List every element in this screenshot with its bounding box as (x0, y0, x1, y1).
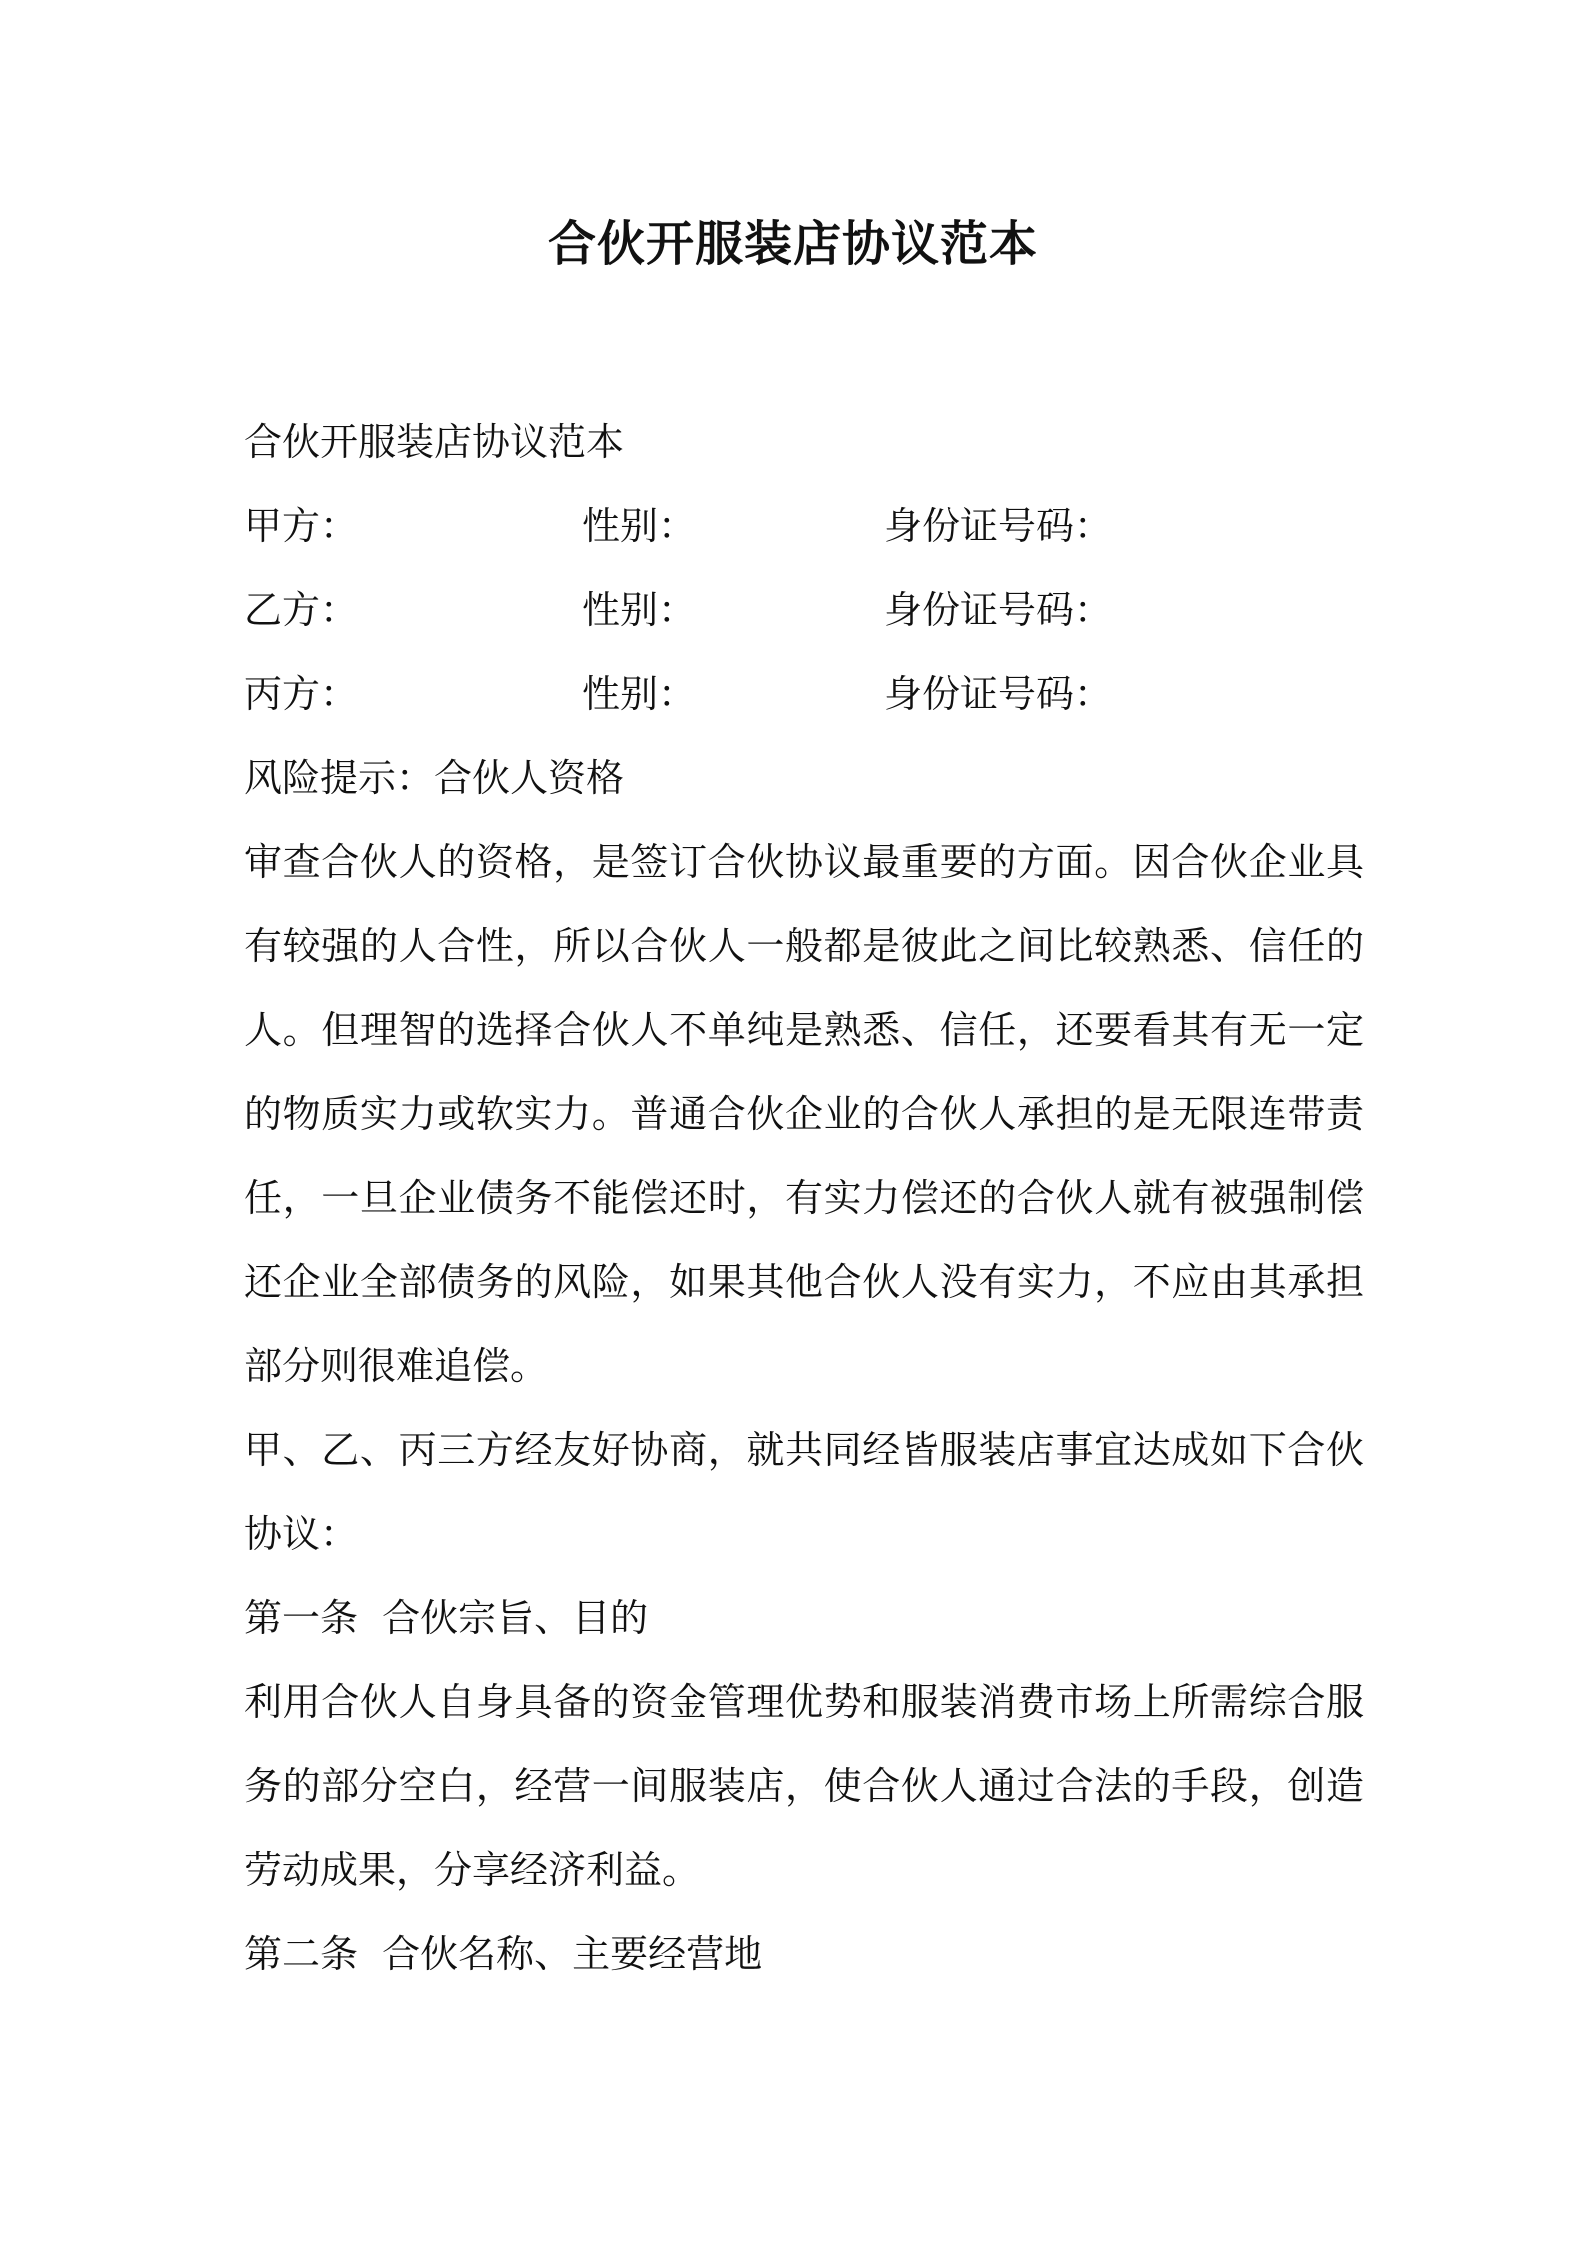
party-c-label: 丙方： (244, 672, 359, 716)
risk-heading: 风险提示：合伙人资格 (244, 756, 625, 800)
agreement-intro: 甲、乙、丙三方经友好协商，就共同经皆服装店事宜达成如下合伙协议： (244, 1428, 1364, 1556)
party-a-label: 甲方： (244, 504, 359, 548)
party-c-gender-label: 性别： (582, 672, 697, 716)
party-b-label: 乙方： (244, 588, 359, 632)
risk-paragraph: 审查合伙人的资格，是签订合伙协议最重要的方面。因合伙企业具有较强的人合性，所以合伙人一般都是彼此之间比较熟悉、信任的人。但理智的选择合伙人不单纯是熟悉、信任，还要看其有无一定的物质实力或软实力。普通合伙企业的合伙人承担的是无限连带责任，一旦企业债务不能偿还时，有实力偿还的合伙人就有被强制偿还企业全部债务的风险，如果其他合伙人没有实力，不应由其承担部分则很难追偿。 (244, 840, 1364, 1388)
party-b-id-label: 身份证号码： (884, 588, 1113, 632)
document-body (244, 400, 1364, 1996)
party-a-gender-label: 性别： (582, 504, 697, 548)
party-row-a (244, 484, 1364, 568)
article-1-paragraph: 利用合伙人自身具备的资金管理优势和服装消费市场上所需综合服务的部分空白，经营一间服装店，使合伙人通过合法的手段，创造劳动成果，分享经济利益。 (244, 1680, 1364, 1892)
party-row-c (244, 652, 1364, 736)
document-title: 合伙开服装店协议范本 (547, 216, 1038, 272)
article-2-heading: 第二条 合伙名称、主要经营地 (244, 1932, 763, 1976)
article-1-heading: 第一条 合伙宗旨、目的 (244, 1596, 649, 1640)
party-row-b (244, 568, 1364, 652)
party-b-gender-label: 性别： (582, 588, 697, 632)
document-subtitle: 合伙开服装店协议范本 (244, 420, 625, 464)
party-c-id-label: 身份证号码： (884, 672, 1113, 716)
party-a-id-label: 身份证号码： (884, 504, 1113, 548)
